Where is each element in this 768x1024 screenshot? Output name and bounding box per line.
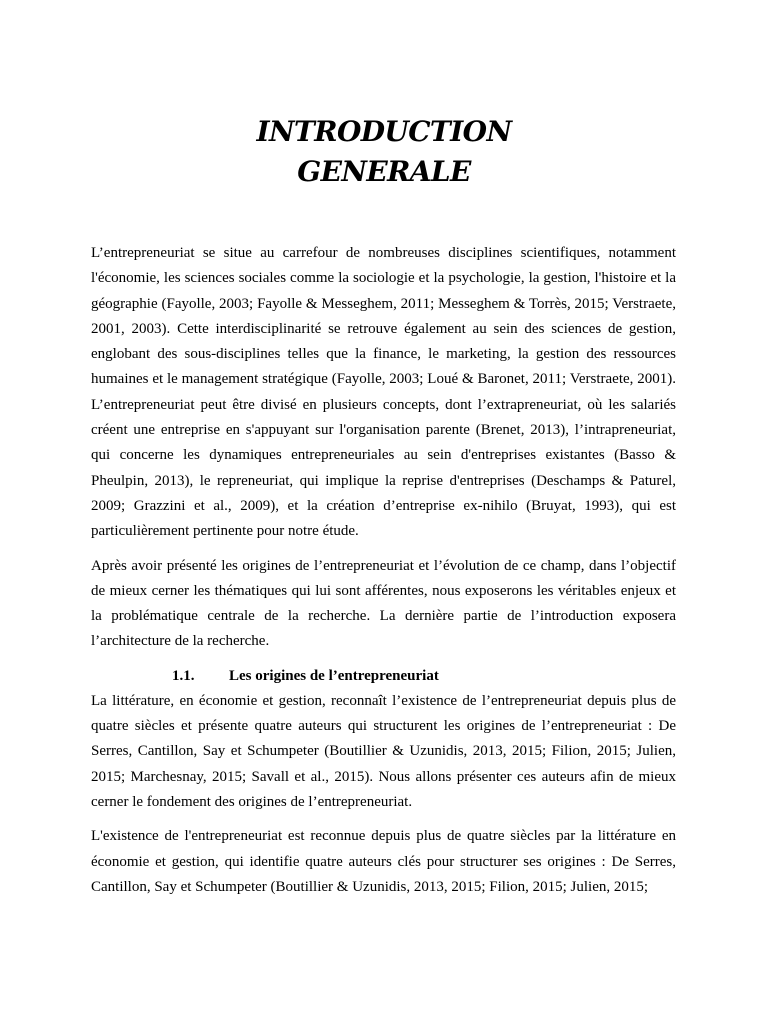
document-body [91,241,676,909]
section-number: 1.1. [172,667,195,684]
section-title: Les origines de l’entrepreneuriat [229,667,439,684]
paragraph-origins-continued: L'existence de l'entrepreneuriat est reconnue depuis plus de quatre siècles par la littérature en économie et gestion, qui identifie quatre auteurs clés pour structurer ses origines : De Serres, Cantillon, Say et Schumpeter (Boutillier & Uzunidis, 2013, 2015; Filion, 2015; Julien, 2015; [91,828,676,895]
paragraph-intro: L’entrepreneuriat se situe au carrefour de nombreuses disciplines scientifiques, notamment l'économie, les sciences sociales comme la sociologie et la psychologie, la gestion, l'histoire et la géographie (Fayolle, 2003; Fayolle & Messeghem, 2011; Messeghem & Torrès, 2015; Verstraete, 2001, 2003). Cette interdisciplinarité se retrouve également au sein des sciences de gestion, englobant des sous-disciplines telles que la finance, le marketing, la gestion des ressources humaines et le management stratégique (Fayolle, 2003; Loué & Baronet, 2011; Verstraete, 2001). L’entrepreneuriat peut être divisé en plusieurs concepts, dont l’extrapreneuriat, où les salariés créent une entreprise en s'appuyant sur l'organisation parente (Brenet, 2013), l’intrapreneuriat, qui concerne les dynamiques entrepreneuriales au sein d'entreprises existantes (Basso & Pheulpin, 2013), le repreneuriat, qui implique la reprise d'entreprises (Deschamps & Paturel, 2009; Grazzini et al., 2009), et la création d’entreprise ex-nihilo (Bruyat, 1993), qui est particulièrement pertinente pour notre étude. [91,245,676,540]
page-title [0,112,768,192]
paragraph-origins: La littérature, en économie et gestion, reconnaît l’existence de l’entrepreneuriat depuis plus de quatre siècles et présente quatre auteurs qui structurent les origines de l’entrepreneuriat : De Serres, Cantillon, Say et Schumpeter (Boutillier & Uzunidis, 2013, 2015; Filion, 2015; Julien, 2015; Marchesnay, 2015; Savall et al., 2015). Nous allons présenter ces auteurs afin de mieux cerner le fondement des origines de l’entrepreneuriat. [91,692,676,810]
title-line-1: INTRODUCTION [256,115,512,148]
title-line-2: GENERALE [297,155,471,188]
paragraph-plan: Après avoir présenté les origines de l’entrepreneuriat et l’évolution de ce champ, dans l’objectif de mieux cerner les thématiques qui lui sont afférentes, nous exposerons les véritables enjeux et la problématique centrale de la recherche. La dernière partie de l’introduction exposera l’architecture de la recherche. [91,557,676,650]
section-heading [91,664,676,689]
